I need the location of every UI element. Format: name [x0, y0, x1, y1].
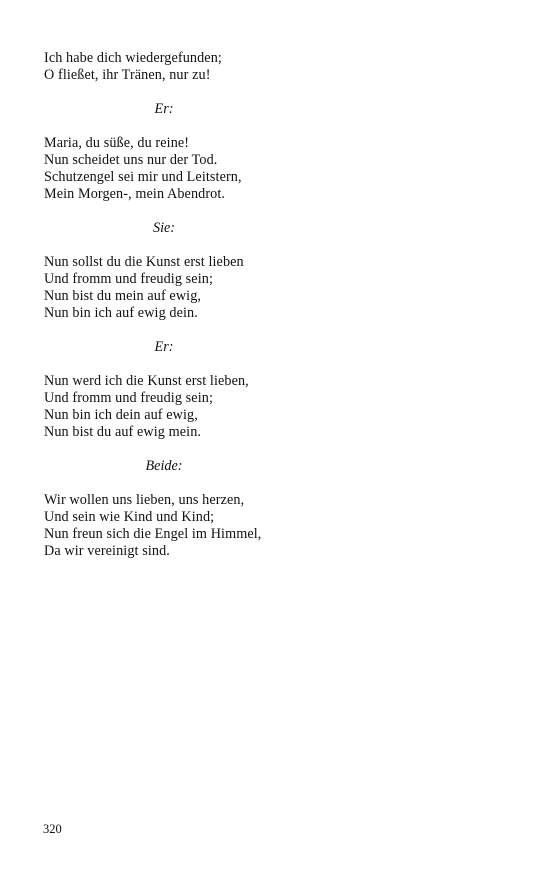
poem-line: Maria, du süße, du reine! — [44, 135, 190, 151]
speaker-label-sie: Sie: — [152, 220, 176, 236]
stanza-5 — [44, 492, 284, 560]
poem-line: Da wir vereinigt sind. — [44, 543, 170, 559]
page-number: 320 — [43, 822, 62, 836]
poem-line: Mein Morgen-, mein Abendrot. — [44, 186, 226, 202]
poem-body — [44, 50, 284, 560]
stanza-4 — [44, 373, 284, 441]
speaker-label-er: Er: — [154, 101, 174, 117]
poem-line: O fließet, ihr Tränen, nur zu! — [44, 67, 211, 83]
poem-line: Und sein wie Kind und Kind; — [44, 509, 215, 525]
poem-line: Nun bin ich dein auf ewig, — [44, 407, 198, 423]
poem-line: Nun bin ich auf ewig dein. — [44, 305, 198, 321]
stanza-2 — [44, 135, 284, 203]
speaker-label-beide: Beide: — [145, 458, 183, 474]
speaker-label-er: Er: — [154, 339, 174, 355]
poem-line: Und fromm und freudig sein; — [44, 390, 213, 406]
poem-line: Schutzengel sei mir und Leitstern, — [44, 169, 242, 185]
stanza-3 — [44, 254, 284, 322]
poem-line: Ich habe dich wiedergefunden; — [44, 50, 222, 66]
stanza-1 — [44, 50, 284, 84]
poem-line: Nun werd ich die Kunst erst lieben, — [44, 373, 249, 389]
poem-line: Wir wollen uns lieben, uns herzen, — [44, 492, 245, 508]
poem-line: Nun bist du mein auf ewig, — [44, 288, 202, 304]
poem-line: Nun freun sich die Engel im Himmel, — [44, 526, 262, 542]
poem-line: Nun sollst du die Kunst erst lieben — [44, 254, 244, 270]
poem-line: Nun scheidet uns nur der Tod. — [44, 152, 218, 168]
poem-line: Und fromm und freudig sein; — [44, 271, 213, 287]
poem-line: Nun bist du auf ewig mein. — [44, 424, 202, 440]
